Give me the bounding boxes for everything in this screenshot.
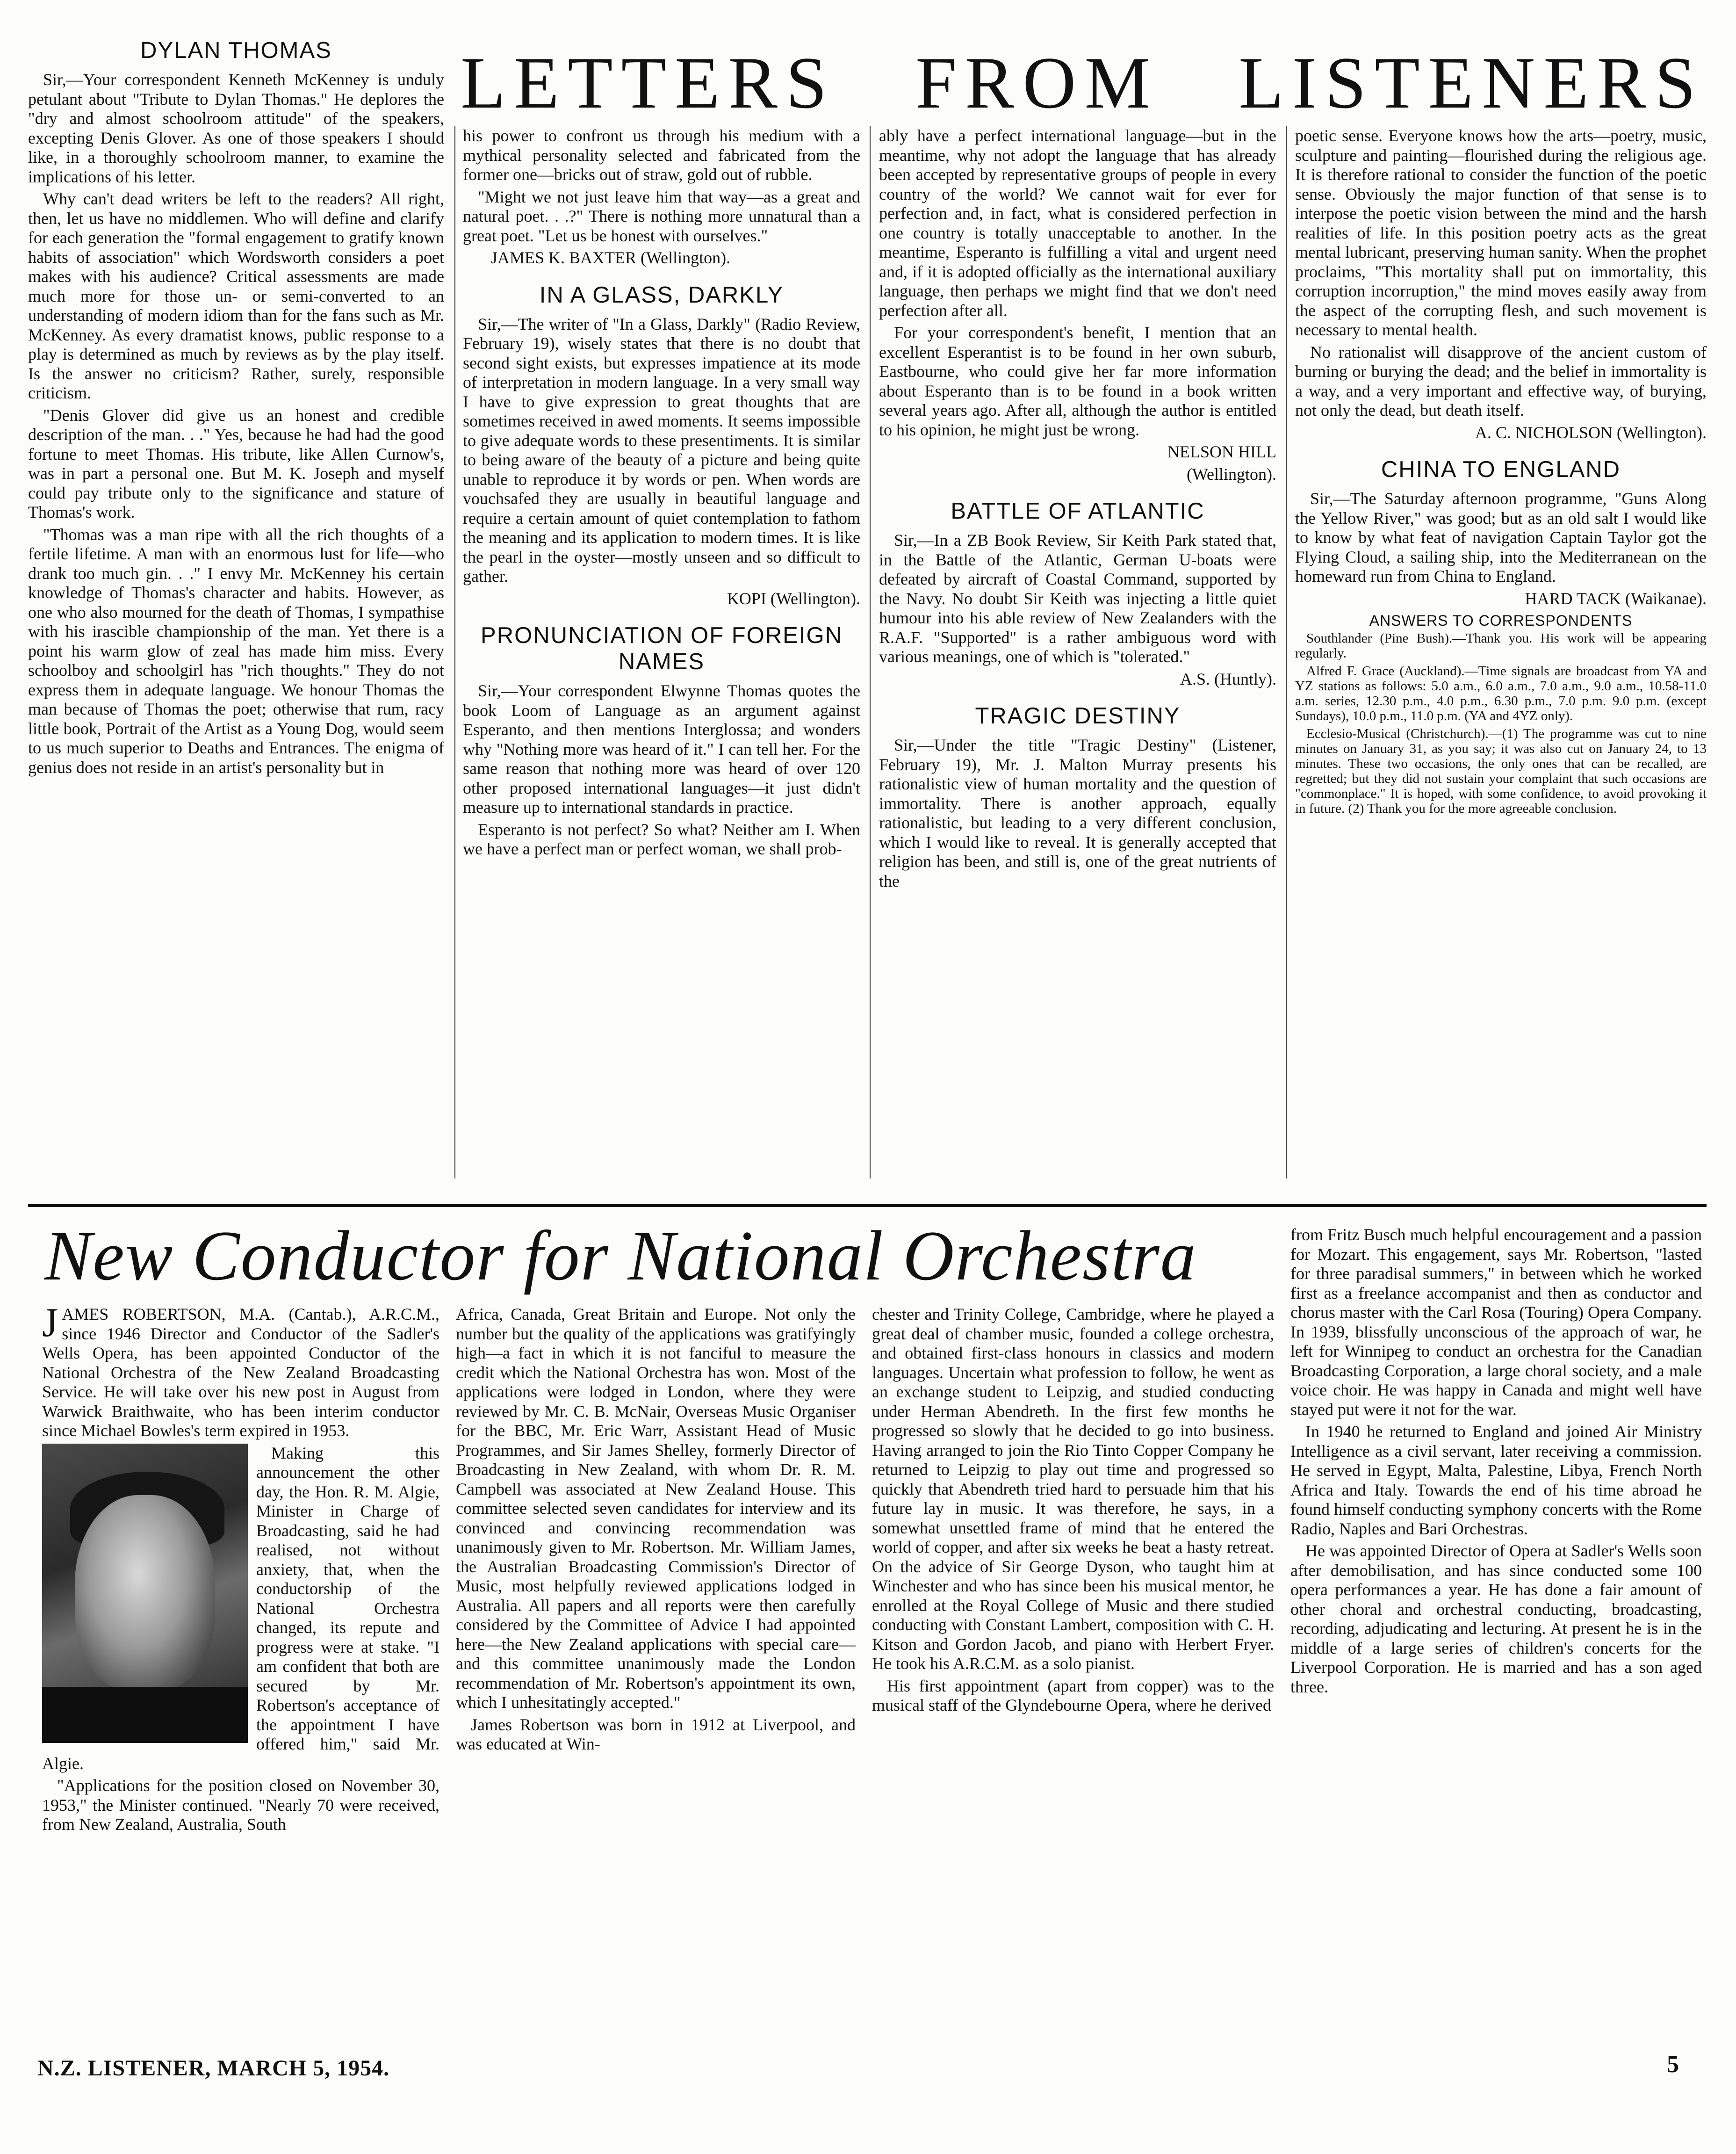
letter-heading: IN A GLASS, DARKLY	[539, 282, 784, 308]
letter-paragraph: Sir,—In a ZB Book Review, Sir Keith Park stated that, in the Battle of the Atlantic, German U-boats were defeated by aircraft of Coastal Command, supported by the Navy. No doubt Sir Keith was injecting a little quiet humour into his able review of New Zealanders with the R.A.F. "Supported" is a rather ambiguous word with various meanings, one of which is "tolerated."	[879, 531, 1276, 666]
article-paragraph: "Applications for the position closed on November 30, 1953," the Minister continued. "Nearly 70 were received, from New Zealand, Australia, South	[42, 1776, 439, 1834]
letter-paragraph: Sir,—Your correspondent Kenneth McKenney is unduly petulant about "Tribute to Dylan Thomas." He deplores the "dry and almost schoolroom attitude" of the speakers, excepting Denis Glover. As one of those speakers I should like, in a thoroughly schoolroom manner, to examine the implications of his letter.	[28, 70, 444, 186]
letter-paragraph: For your correspondent's benefit, I mention that an excellent Esperantist is to be found in her own suburb, Eastbourne, who could give her far more information about Esperanto than is to be found in a book written several years ago. After all, although the author is entitled to his opinion, he might just be wrong.	[879, 323, 1276, 439]
column-rule	[870, 126, 871, 1178]
letter-paragraph: Esperanto is not perfect? So what? Neither am I. When we have a perfect man or perfect woman, we shall prob-	[463, 820, 860, 858]
article-column-1	[42, 1300, 439, 1835]
answer-item: Ecclesio-Musical (Christchurch).—(1) The programme was cut to nine minutes on January 31, as you say; it was also cut on January 24, to 13 minutes. These two occasions, the only ones that can be recalled, are regretted; but they did not sustain your complaint that such occasions are "commonplace." It is hoped, with some confidence, to avoid provoking it in future. (2) Thank you for the more agreeable conclusion.	[1295, 726, 1707, 816]
letter-paragraph: his power to confront us through his medium with a mythical personality selected and fabricated from the former one—bricks out of straw, gold out of rubble.	[463, 126, 860, 184]
letter-signature: JAMES K. BAXTER (Wellington).	[491, 248, 731, 267]
section-banner	[461, 44, 1704, 122]
letter-paragraph: "Might we not just leave him that way—as a great and natural poet. . .?" There is nothing more unnatural than a great poet. "Let us be honest with ourselves."	[463, 187, 860, 245]
article-paragraph: He was appointed Director of Opera at Sadler's Wells soon after demobilisation, and has since conducted some 100 opera performances a year. He has done a fair amount of other choral and orchestral conducting, broadcasting, recording, adjudicating and lecturing. At present he is in the middle of a large series of children's concerts for the Liverpool Corporation. He is married and has a son aged three.	[1290, 1541, 1702, 1696]
column-rule	[454, 126, 455, 1178]
article-text: Making this announcement the other day, the Hon. R. M. Algie, Minister in Charge of Broadcasting, said he had realised, not without anxiety, that, when the conductorship of the National Orchestra changed, its repute and progress were at stake. "I am confident that both are secured by Mr. Robertson's acceptance of the appointment I have offered him," said Mr. Algie.	[42, 1443, 439, 1773]
letter-paragraph: Sir,—The Saturday afternoon programme, "Guns Along the Yellow River," was good; but as an old salt I would like to know by what feat of navigation Captain Taylor got the Flying Cloud, a sailing ship, into the Mediterranean on the homeward run from China to England.	[1295, 489, 1707, 585]
drop-cap: J	[42, 1300, 58, 1345]
letter-column-2	[463, 126, 860, 859]
letter-signature: A.S. (Huntly).	[1180, 669, 1276, 688]
letter-paragraph: "Thomas was a man ripe with all the rich thoughts of a fertile lifetime. A man with an enormous lust for life—who drank too much gin. . ." I envy Mr. McKenney his certain knowledge of Thomas's character and habits. However, as one who also mourned for the death of Thomas, I sympathise with his irascible championship of the man. Yet there is a point his warm glow of zeal has made him miss. Every schoolboy and schoolgirl has "rich thoughts." They do not express them in adequate language. We honour Thomas the man because of Thomas the poet; otherwise that rum, racy little book, Portrait of the Artist as a Young Dog, would seem to us much superior to Deaths and Entrances. The enigma of genius does not reside in an artist's personality but in	[28, 525, 444, 777]
letter-column-4	[1295, 126, 1707, 816]
banner-word: LETTERS	[461, 42, 836, 124]
answer-item: Southlander (Pine Bush).—Thank you. His work will be appearing regularly.	[1295, 631, 1707, 661]
letter-signature: A. C. NICHOLSON (Wellington).	[1475, 423, 1707, 442]
letter-signature: NELSON HILL	[1167, 442, 1276, 461]
column-rule	[1286, 126, 1287, 1178]
article-column-2	[456, 1305, 856, 1754]
article-paragraph: His first appointment (apart from copper) was to the musical staff of the Glyndebourne Opera, where he derived	[872, 1676, 1274, 1714]
article-paragraph: from Fritz Busch much helpful encouragement and a passion for Mozart. This engagement, says Mr. Robertson, "lasted for three paradisal summers," in between which he worked first as a freelance accompanist and then as conductor and chorus master with the Carl Rosa (Touring) Opera Company. In 1939, blissfully unconscious of the approach of war, he left for Winnipeg to conduct an orchestra for the Canadian Broadcasting Corporation, a large choral society, and a male voice choir. He was happy in Canada and might well have stayed put were it not for the war.	[1290, 1225, 1702, 1419]
article-headline: New Conductor for National Orchestra	[44, 1216, 1197, 1295]
article-lead-text: AMES ROBERTSON, M.A. (Cantab.), A.R.C.M., since 1946 Director and Conductor of the Sadler's Wells Opera, has been appointed Conductor of the National Orchestra of the New Zealand Broadcasting Service. He will take over his new post in August from Warwick Braithwaite, who has been interim conductor since Michael Bowles's term expired in 1953.	[42, 1305, 439, 1440]
letter-signature: KOPI (Wellington).	[727, 589, 860, 608]
answers-heading: ANSWERS TO CORRESPONDENTS	[1369, 612, 1633, 629]
letter-signature: HARD TACK (Waikanae).	[1525, 589, 1707, 608]
letter-heading: BATTLE OF ATLANTIC	[951, 499, 1205, 524]
article-column-3	[872, 1305, 1274, 1715]
article-paragraph	[42, 1300, 439, 1441]
article-paragraph: In 1940 he returned to England and joined Air Ministry Intelligence as a civil servant, later receiving a commission. He served in Egypt, Malta, Palestine, Libya, French North Africa and Italy. Towards the end of his time abroad he found himself conducting symphony concerts with the Rome Radio, Naples and Bari Orchestras.	[1290, 1422, 1702, 1538]
letter-column-3	[879, 126, 1276, 891]
article-paragraph	[42, 1444, 439, 1774]
answer-item: Alfred F. Grace (Auckland).—Time signals are broadcast from YA and YZ stations as follows: 5.0 a.m., 6.0 a.m., 7.0 a.m., 9.0 a.m., 10.58-11.0 a.m. series, 12.30 p.m., 4.0 p.m., 6.30 p.m., 7.0 p.m. 9.0 p.m. (except Sundays), 10.0 p.m., 11.0 p.m. (YA and 4YZ only).	[1295, 664, 1707, 723]
banner-word: FROM	[915, 42, 1159, 124]
banner-word: LISTENERS	[1239, 42, 1704, 124]
letter-paragraph: Sir,—Under the title "Tragic Destiny" (Listener, February 19), Mr. J. Malton Murray presents his rationalistic view of human mortality and the question of immortality. There is another approach, equally rationalistic, but leading to a very different conclusion, which I would like to reveal. It is generally accepted that religion has been, and still is, one of the great nutrients of the	[879, 736, 1276, 890]
letter-paragraph: No rationalist will disapprove of the ancient custom of burning or burying the dead; and the belief in immortality is a way, and a very important and effective way, of burying, not only the dead, but death itself.	[1295, 342, 1707, 419]
letter-heading: DYLAN THOMAS	[140, 38, 332, 63]
answers-box	[1295, 613, 1707, 816]
letter-paragraph: Sir,—Your correspondent Elwynne Thomas quotes the book Loom of Language as an argument against Esperanto, and then mentions Interglossa; and wonders why "Nothing more was heard of it." I can tell her. For the same reason that nothing more was heard of over 120 other proposed international languages—it just didn't measure up to international standards in practice.	[463, 681, 860, 817]
letter-paragraph: Sir,—The writer of "In a Glass, Darkly" (Radio Review, February 19), wisely states that there is no doubt that second sight exists, but expresses impatience at its mode of interpretation in modern language. In a very small way I have to give expression to great thoughts that are sometimes received in awed moments. It seems impossible to give adequate words to these presentiments. It is similar to being aware of the beauty of a picture and being quite unable to reproduce it by words or pen. When words are vouchsafed they are usually in beautiful language and require a certain amount of quiet contemplation to fathom the meaning and its application to modern times. It is like the pearl in the oyster—mostly unseen and so difficult to gather.	[463, 314, 860, 585]
letter-heading: CHINA TO ENGLAND	[1381, 457, 1621, 482]
letter-paragraph: "Denis Glover did give us an honest and credible description of the man. . ." Yes, because he had had the good fortune to meet Thomas. His tribute, like Allen Curnow's, was in part a personal one. But M. K. Joseph and myself could pay tribute only to the significance and stature of Thomas's work.	[28, 405, 444, 521]
letter-paragraph: poetic sense. Everyone knows how the arts—poetry, music, sculpture and painting—flourished during the religious age. It is therefore rational to consider the function of the poetic sense. Obviously the major function of that sense is to interpose the poetic vision between the mind and the harsh realities of life. In this position poetry acts as the great mental lubricant, preserving human sanity. When the prophet proclaims, "This mortality shall put on immortality, this corruption incorruption," the mind moves easily away from the aspect of the corrupting flesh, and such movement is necessary to mental health.	[1295, 126, 1707, 339]
article-column-4	[1290, 1225, 1702, 1697]
letter-heading: TRAGIC DESTINY	[975, 703, 1181, 729]
letter-paragraph: Why can't dead writers be left to the readers? All right, then, let us have no middlemen. Who will define and clarify for each generation the "formal engagement to gratify known habits of association" which Wordsworth considers a poet makes with his audience? Critical assessments are made much more for those un- or semi-converted to an understanding of modern idiom than for the fans such as Mr. McKenney. As every dramatist knows, public response to a play is determined as much by reviews as by the play itself. Is the answer no criticism? Rather, surely, responsible criticism.	[28, 189, 444, 402]
section-rule	[28, 1204, 1707, 1207]
article-paragraph: James Robertson was born in 1912 at Liverpool, and was educated at Win-	[456, 1715, 856, 1753]
letter-paragraph: ably have a perfect international language—but in the meantime, why not adopt the language that has already been accepted by representative groups of people in every country of the world? We cannot wait for ever for perfection and, in fact, what is considered perfection in one country is totally unacceptable to another. In the meantime, Esperanto is fulfilling a vital and urgent need and, if it is adopted officially as the international auxiliary language, then perhaps we might find that we don't need perfection after all.	[879, 126, 1276, 320]
issue-footer: N.Z. LISTENER, MARCH 5, 1954.	[37, 2056, 390, 2081]
letter-heading: PRONUNCIATION OF FOREIGN NAMES	[481, 623, 843, 674]
page-number: 5	[1667, 2051, 1679, 2078]
article-paragraph: Africa, Canada, Great Britain and Europe. Not only the number but the quality of the applications was gratifyingly high—a fact in which it is not fanciful to measure the credit which the National Orchestra has won. Most of the applications were lodged in London, where they were reviewed by Mr. C. B. McNair, Overseas Music Organiser for the BBC, Mr. Eric Warr, Assistant Head of Music Programmes, and Sir James Shelley, formerly Director of Broadcasting in New Zealand, with whom Dr. R. M. Campbell was associated at New Zealand House. This committee selected seven candidates for interview and its convinced and convincing recommendation was unanimously given to Mr. Robertson. Mr. William James, the Australian Broadcasting Commission's Director of Music, most helpfully reviewed applications lodged in Australia. All papers and all reports were then carefully considered by the Committee of Advice I had appointed here—the New Zealand applications with special care—and this committee unanimously made the London recommendation of Mr. Robertson's appointment its own, which I unhesitatingly accepted."	[456, 1305, 856, 1712]
article-paragraph: chester and Trinity College, Cambridge, where he played a great deal of chamber music, founded a college orchestra, and obtained first-class honours in classics and modern languages. Uncertain what profession to follow, he went as an exchange student to Leipzig, and studied conducting under Herman Abendreth. In the first few months he progressed so slowly that he decided to go into business. Having arranged to join the Rio Tinto Copper Company he returned to Leipzig to play out time and progressed so quickly that Abendreth tried hard to persuade him that his future lay in music. It was therefore, he says, in a somewhat unsettled frame of mind that he entered the world of copper, and after six weeks he beat a hasty retreat. On the advice of Sir George Dyson, who taught him at Winchester and who has since been his musical mentor, he enrolled at the Royal College of Music and there studied conducting with Constant Lambert, composition with C. H. Kitson and Gordon Jacob, and piano with Herbert Fryer. He took his A.R.C.M. as a solo pianist.	[872, 1305, 1274, 1673]
letter-column-1	[28, 37, 444, 777]
letter-signature: (Wellington).	[1186, 464, 1276, 484]
portrait-photo	[42, 1444, 248, 1743]
